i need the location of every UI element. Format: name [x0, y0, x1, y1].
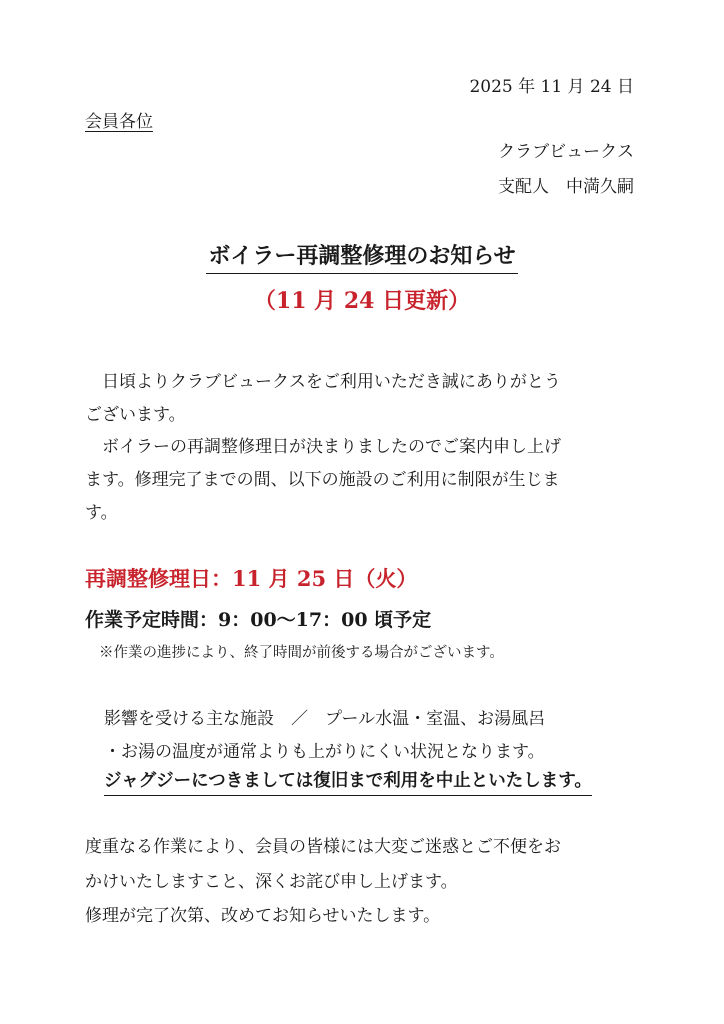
notice-title: [0, 239, 724, 274]
apology-line: 度重なる作業により、会員の皆様には大変ご迷惑とご不便をお: [85, 837, 561, 857]
progress-note: ※作業の進捗により、終了時間が前後する場合がございます。: [99, 645, 504, 661]
greeting-paragraph: [85, 366, 561, 432]
paragraph-line: ボイラーの再調整修理日が決まりましたのでご案内申し上げ: [85, 437, 561, 457]
affected-facilities: 影響を受ける主な施設 ／ プール水温・室温、お湯風呂: [104, 709, 546, 729]
work-time: 作業予定時間：9：00～17：00 頃予定: [85, 609, 432, 631]
recipient-line: 会員各位: [85, 112, 153, 132]
repair-date: 再調整修理日：11 月 25 日（火）: [85, 566, 418, 591]
announcement-paragraph: [85, 431, 561, 530]
paragraph-line: ます。修理完了までの間、以下の施設のご利用に制限が生じま: [85, 470, 560, 490]
paragraph-line: 日頃よりクラブビュークスをご利用いただき誠にありがとう: [85, 372, 561, 392]
sender-organization: クラブビュークス: [498, 142, 634, 162]
sender-name: 支配人 中満久嗣: [498, 177, 634, 197]
document-date: 2025 年 11 月 24 日: [469, 77, 634, 97]
temperature-note: ・お湯の温度が通常よりも上がりにくい状況となります。: [104, 742, 545, 762]
jacuzzi-suspension-notice: ジャグジーにつきましては復旧まで利用を中止といたします。: [104, 767, 592, 796]
apology-line: かけいたしますこと、深くお詫び申し上げます。: [85, 872, 458, 892]
update-date-label: （11 月 24 日更新）: [253, 288, 471, 314]
paragraph-line: す。: [85, 503, 118, 523]
follow-up-line: 修理が完了次第、改めてお知らせいたします。: [85, 906, 441, 926]
notice-title-text: ボイラー再調整修理のお知らせ: [206, 239, 517, 274]
paragraph-line: ございます。: [85, 405, 186, 425]
